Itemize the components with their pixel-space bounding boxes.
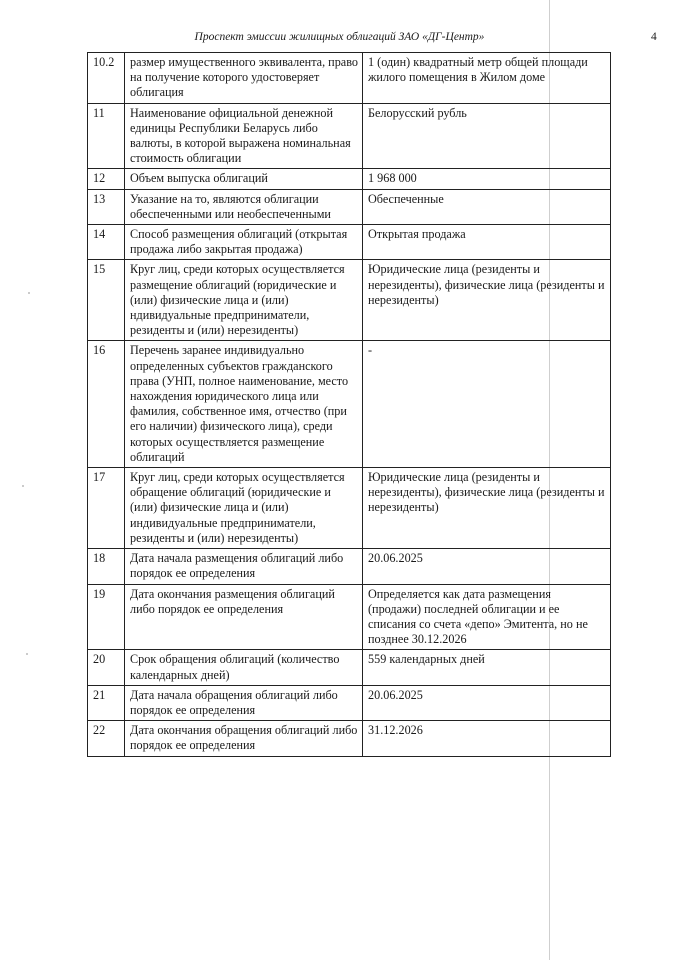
table-row	[88, 584, 611, 650]
parameter-name: Круг лиц, среди которых осуществляется размещение облигаций (юридические и (или) физические лица и (или) ндивидуальные предприниматели, резиденты и (или) нерезиденты)	[125, 260, 363, 341]
table-row	[88, 53, 611, 104]
table-row	[88, 103, 611, 169]
parameter-name: Наименование официальной денежной единицы Республики Беларусь либо валюты, в которой выражена номинальная стоимость облигации	[125, 103, 363, 169]
table-row	[88, 341, 611, 468]
row-number: 12	[88, 169, 125, 189]
table-row	[88, 685, 611, 720]
parameter-value: 1 968 000	[363, 169, 611, 189]
page-number: 4	[651, 31, 657, 43]
parameter-value: 1 (один) квадратный метр общей площади жилого помещения в Жилом доме	[363, 53, 611, 104]
parameter-value: Обеспеченные	[363, 189, 611, 224]
parameter-name: Дата окончания размещения облигаций либо порядок ее определения	[125, 584, 363, 650]
table-row	[88, 721, 611, 756]
parameter-value: Определяется как дата размещения (продажи) последней облигации и ее списания со счета «депо» Эмитента, но не позднее 30.12.2026	[363, 584, 611, 650]
table-row	[88, 189, 611, 224]
parameter-value: 20.06.2025	[363, 549, 611, 584]
table-row	[88, 549, 611, 584]
table-row	[88, 225, 611, 260]
parameter-value: Открытая продажа	[363, 225, 611, 260]
table-row	[88, 650, 611, 685]
parameter-name: Дата начала размещения облигаций либо порядок ее определения	[125, 549, 363, 584]
scan-speck	[26, 653, 28, 655]
parameter-value: 559 календарных дней	[363, 650, 611, 685]
bond-parameters-table	[87, 52, 611, 757]
parameter-value: -	[363, 341, 611, 468]
parameter-name: Круг лиц, среди которых осуществляется обращение облигаций (юридические и (или) физические лица и (или) индивидуальные предприниматели, резиденты и (или) нерезиденты)	[125, 468, 363, 549]
parameter-name: Срок обращения облигаций (количество календарных дней)	[125, 650, 363, 685]
parameter-value: 31.12.2026	[363, 721, 611, 756]
scan-speck	[22, 485, 24, 487]
parameter-name: Способ размещения облигаций (открытая продажа либо закрытая продажа)	[125, 225, 363, 260]
row-number: 10.2	[88, 53, 125, 104]
table-row	[88, 468, 611, 549]
parameter-name: Перечень заранее индивидуально определенных субъектов гражданского права (УНП, полное наименование, место нахождения юридического лица или фамилия, собственное имя, отчество (при его наличии) физического лица), среди которых осуществляется размещение облигаций	[125, 341, 363, 468]
document-header: Проспект эмиссии жилищных облигаций ЗАО «ДГ-Центр»	[194, 31, 485, 43]
parameter-name: Дата окончания обращения облигаций либо порядок ее определения	[125, 721, 363, 756]
row-number: 15	[88, 260, 125, 341]
row-number: 16	[88, 341, 125, 468]
parameter-value: Юридические лица (резиденты и нерезиденты), физические лица (резиденты и нерезиденты)	[363, 468, 611, 549]
row-number: 18	[88, 549, 125, 584]
row-number: 13	[88, 189, 125, 224]
row-number: 20	[88, 650, 125, 685]
row-number: 14	[88, 225, 125, 260]
row-number: 21	[88, 685, 125, 720]
parameter-name: Объем выпуска облигаций	[125, 169, 363, 189]
scan-speck	[28, 292, 30, 294]
parameter-name: Указание на то, являются облигации обеспеченными или необеспеченными	[125, 189, 363, 224]
table-row	[88, 260, 611, 341]
parameter-value: 20.06.2025	[363, 685, 611, 720]
parameter-value: Юридические лица (резиденты и нерезиденты), физические лица (резиденты и нерезиденты)	[363, 260, 611, 341]
table-body	[88, 53, 611, 757]
parameter-name: Дата начала обращения облигаций либо порядок ее определения	[125, 685, 363, 720]
row-number: 17	[88, 468, 125, 549]
row-number: 22	[88, 721, 125, 756]
parameter-name: размер имущественного эквивалента, право на получение которого удостоверяет облигация	[125, 53, 363, 104]
row-number: 19	[88, 584, 125, 650]
table-row	[88, 169, 611, 189]
row-number: 11	[88, 103, 125, 169]
parameter-value: Белорусский рубль	[363, 103, 611, 169]
